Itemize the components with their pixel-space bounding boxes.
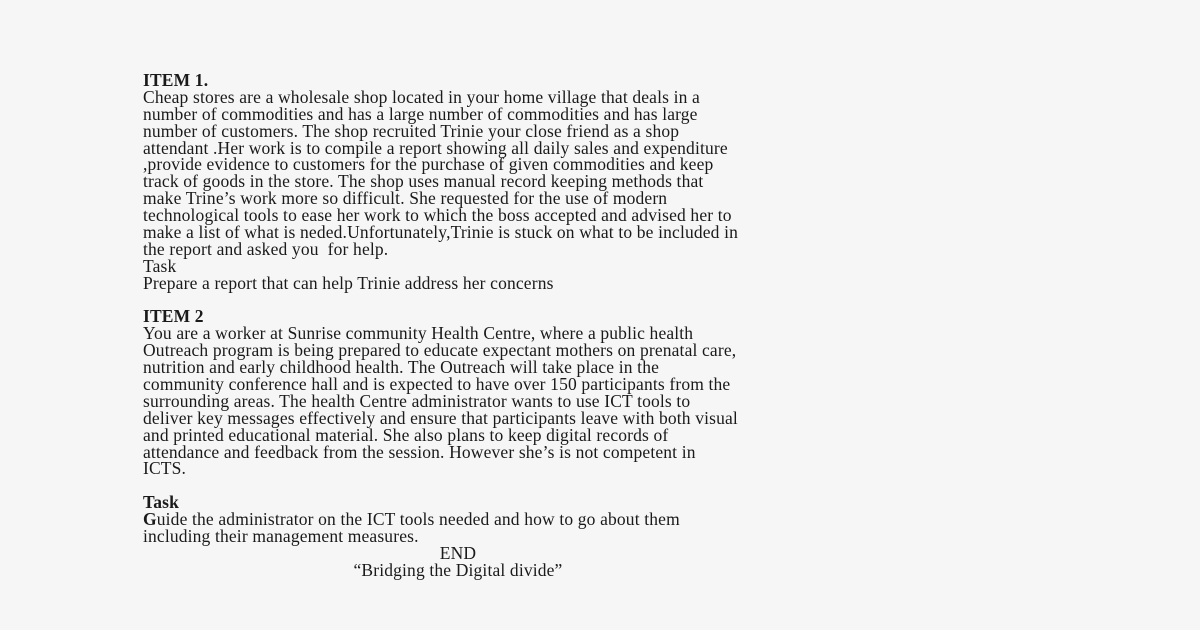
item1-line: make a list of what is neded.Unfortunately,Trinie is stuck on what to be included in [143, 222, 739, 243]
item1-task-label: Task [143, 255, 177, 276]
item2-line: You are a worker at Sunrise community Health Centre, where a public health [143, 323, 694, 344]
item2-line: Outreach program is being prepared to educate expectant mothers on prenatal care, [143, 340, 737, 361]
item2-paragraph [143, 325, 1073, 477]
item1-line: number of customers. The shop recruited Trinie your close friend as a shop [143, 120, 680, 141]
end-marker: END [439, 542, 477, 563]
item2-task-line: including their management measures. [143, 526, 419, 547]
item1-paragraph [143, 86, 1073, 259]
item1-line: Cheap stores are a wholesale shop located in your home village that deals in a [143, 86, 700, 107]
item1-line: track of goods in the store. The shop uses manual record keeping methods that [143, 171, 704, 192]
item1-line: make Trine’s work more so difficult. She requested for the use of modern [143, 188, 668, 209]
item2-line: attendance and feedback from the session. However she’s is not competent in [143, 441, 696, 462]
item1-line: attendant .Her work is to compile a report showing all daily sales and expenditure [143, 137, 728, 158]
item1-line: number of commodities and has a large number of commodities and has large [143, 103, 698, 124]
item2-task-label: Task [143, 492, 179, 513]
item2-line: and printed educational material. She also plans to keep digital records of [143, 424, 669, 445]
item2-line: deliver key messages effectively and ensure that participants leave with both visual [143, 407, 738, 428]
item2-line: community conference hall and is expected to have over 150 participants from the [143, 374, 731, 395]
item2-task-line-rest: uide the administrator on the ICT tools needed and how to go about them [156, 509, 680, 530]
document-body [143, 72, 1073, 579]
item1-line: the report and asked you for help. [143, 238, 389, 259]
spacer [143, 292, 1073, 309]
item1-line: ,provide evidence to customers for the purchase of given commodities and keep [143, 154, 714, 175]
item1-heading: ITEM 1. [143, 70, 209, 90]
item2-task-first-letter: G [143, 509, 157, 530]
item1-line: technological tools to ease her work to which the boss accepted and advised her to [143, 205, 732, 226]
item2-line: surrounding areas. The health Centre administrator wants to use ICT tools to [143, 390, 691, 411]
item2-heading: ITEM 2 [143, 306, 204, 327]
item1-task-text: Prepare a report that can help Trinie address her concerns [143, 272, 554, 293]
item2-line: nutrition and early childhood health. The Outreach will take place in the [143, 357, 660, 378]
motto: “Bridging the Digital divide” [353, 559, 563, 580]
item2-line: ICTS. [143, 458, 187, 479]
spacer [143, 477, 1073, 494]
